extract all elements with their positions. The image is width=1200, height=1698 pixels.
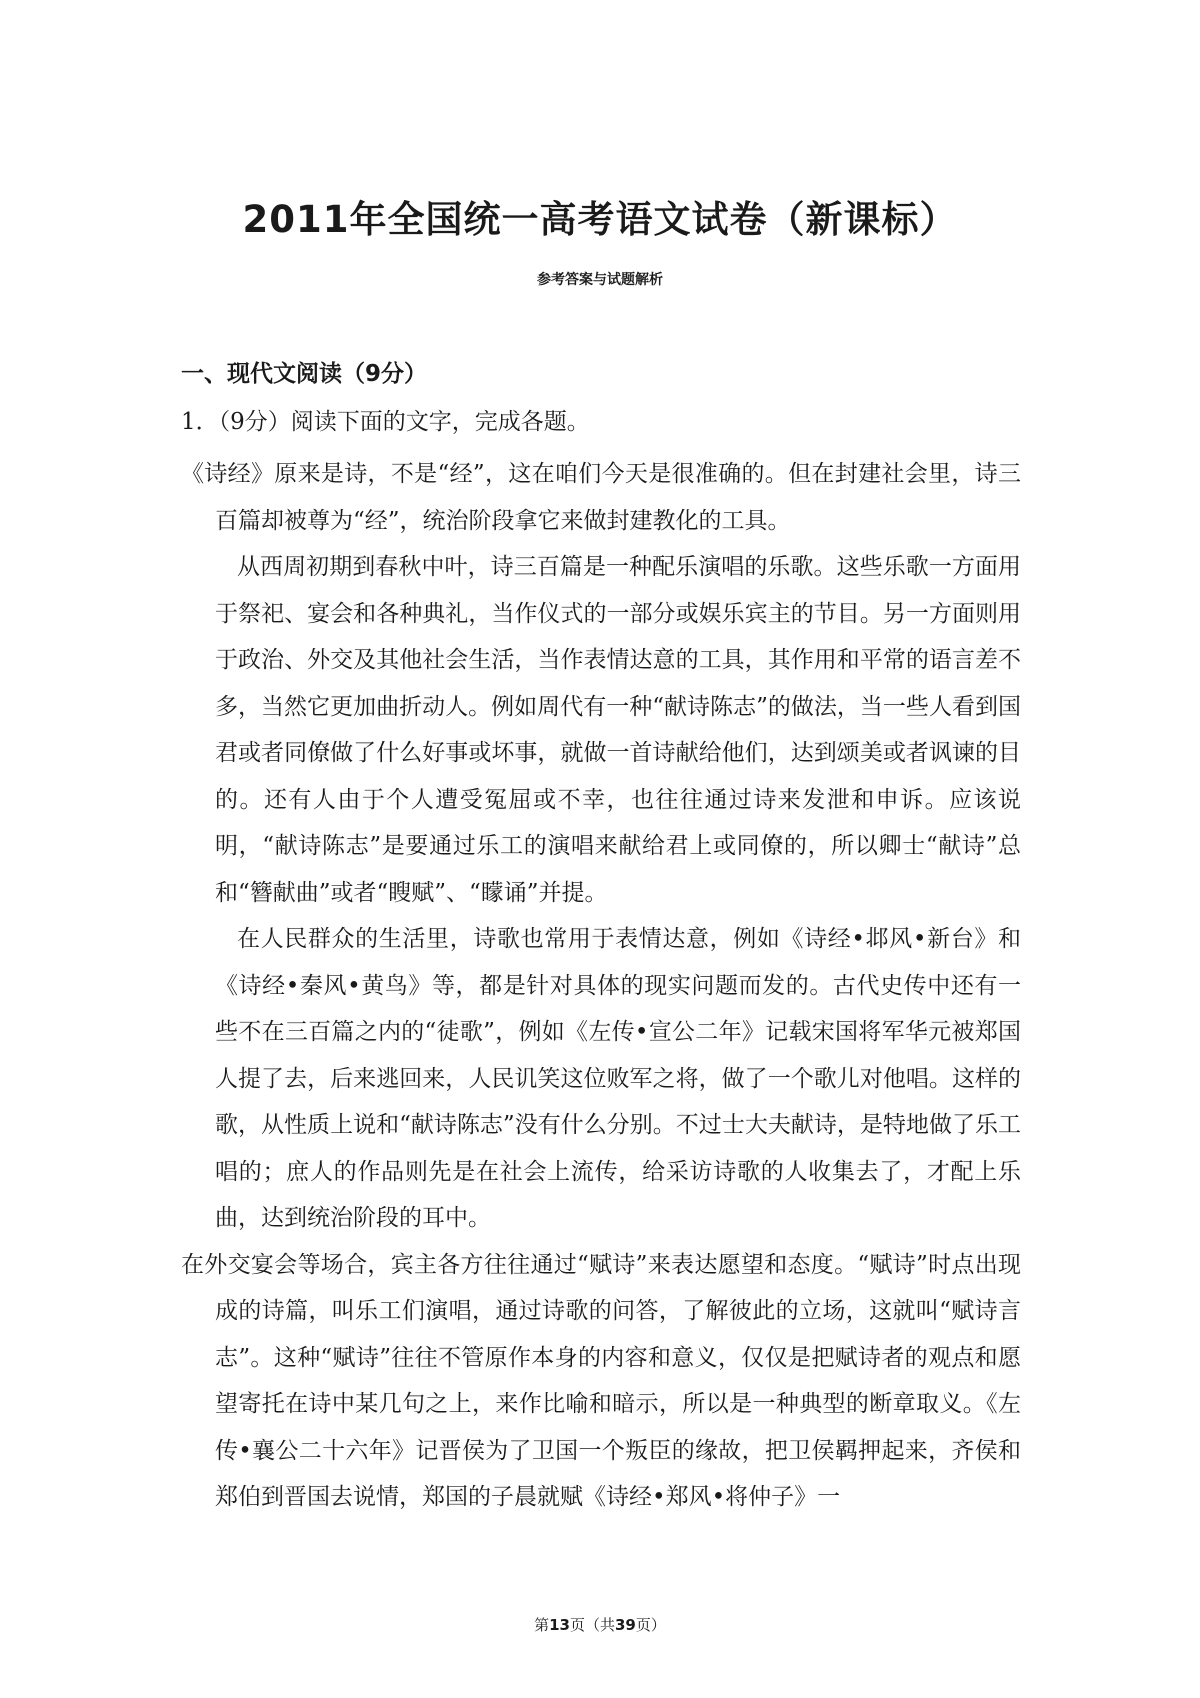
footer-prefix: 第	[534, 1616, 550, 1634]
page-subtitle: 参考答案与试题解析	[537, 272, 663, 288]
footer-middle: 页（共	[569, 1616, 615, 1634]
footer-suffix: 页）	[635, 1616, 666, 1634]
section-heading: 一、现代文阅读（9分）	[181, 361, 428, 387]
page-title: 2011年全国统一高考语文试卷（新课标）	[242, 198, 958, 241]
passage-paragraph: 在人民群众的生活里，诗歌也常用于表情达意，例如《诗经•邶风•新台》和《诗经•秦风•黄鸟》等，都是针对具体的现实问题而发的。古代史传中还有一些不在三百篇之内的“徒歌”，例如《左传•宣公二年》记载宋国将军华元被郑国人提了去，后来逃回来，人民讥笑这位败军之将，做了一个歌儿对他唱。这样的歌，从性质上说和“献诗陈志”没有什么分别。不过士大夫献诗，是特地做了乐工唱的；庶人的作品则先是在社会上流传，给采访诗歌的人收集去了，才配上乐曲，达到统治阶段的耳中。	[215, 926, 1021, 1231]
question-prompt: 1．（9分）阅读下面的文字，完成各题。	[181, 409, 590, 435]
total-page-count: 39	[615, 1616, 636, 1634]
passage-paragraph: 从西周初期到春秋中叶，诗三百篇是一种配乐演唱的乐歌。这些乐歌一方面用于祭祀、宴会和各种典礼，当作仪式的一部分或娱乐宾主的节目。另一方面则用于政治、外交及其他社会生活，当作表情达意的工具，其作用和平常的语言差不多，当然它更加曲折动人。例如周代有一种“献诗陈志”的做法，当一些人看到国君或者同僚做了什么好事或坏事，就做一首诗献给他们，达到颂美或者讽谏的目的。还有人由于个人遭受冤屈或不幸，也往往通过诗来发泄和申诉。应该说明，“献诗陈志”是要通过乐工的演唱来献给君上或同僚的，所以卿士“献诗”总和“簪献曲”或者“瞍赋”、“矇诵”并提。	[215, 554, 1021, 906]
passage-paragraph: 在外交宴会等场合，宾主各方往往通过“赋诗”来表达愿望和态度。“赋诗”时点出现成的诗篇，叫乐工们演唱，通过诗歌的问答，了解彼此的立场，这就叫“赋诗言志”。这种“赋诗”往往不管原作本身的内容和意义，仅仅是把赋诗者的观点和愿望寄托在诗中某几句之上，来作比喻和暗示，所以是一种典型的断章取义。《左传•襄公二十六年》记晋侯为了卫国一个叛臣的缘故，把卫侯羁押起来，齐侯和郑伯到晋国去说情，郑国的子晨就赋《诗经•郑风•将仲子》一	[181, 1251, 1021, 1510]
passage-paragraph: 《诗经》原来是诗，不是“经”，这在咱们今天是很准确的。但在封建社会里，诗三百篇却被尊为“经”，统治阶段拿它来做封建教化的工具。	[181, 461, 1021, 534]
page-footer	[0, 1614, 1200, 1636]
passage	[181, 451, 1021, 1521]
current-page-number: 13	[549, 1616, 570, 1634]
